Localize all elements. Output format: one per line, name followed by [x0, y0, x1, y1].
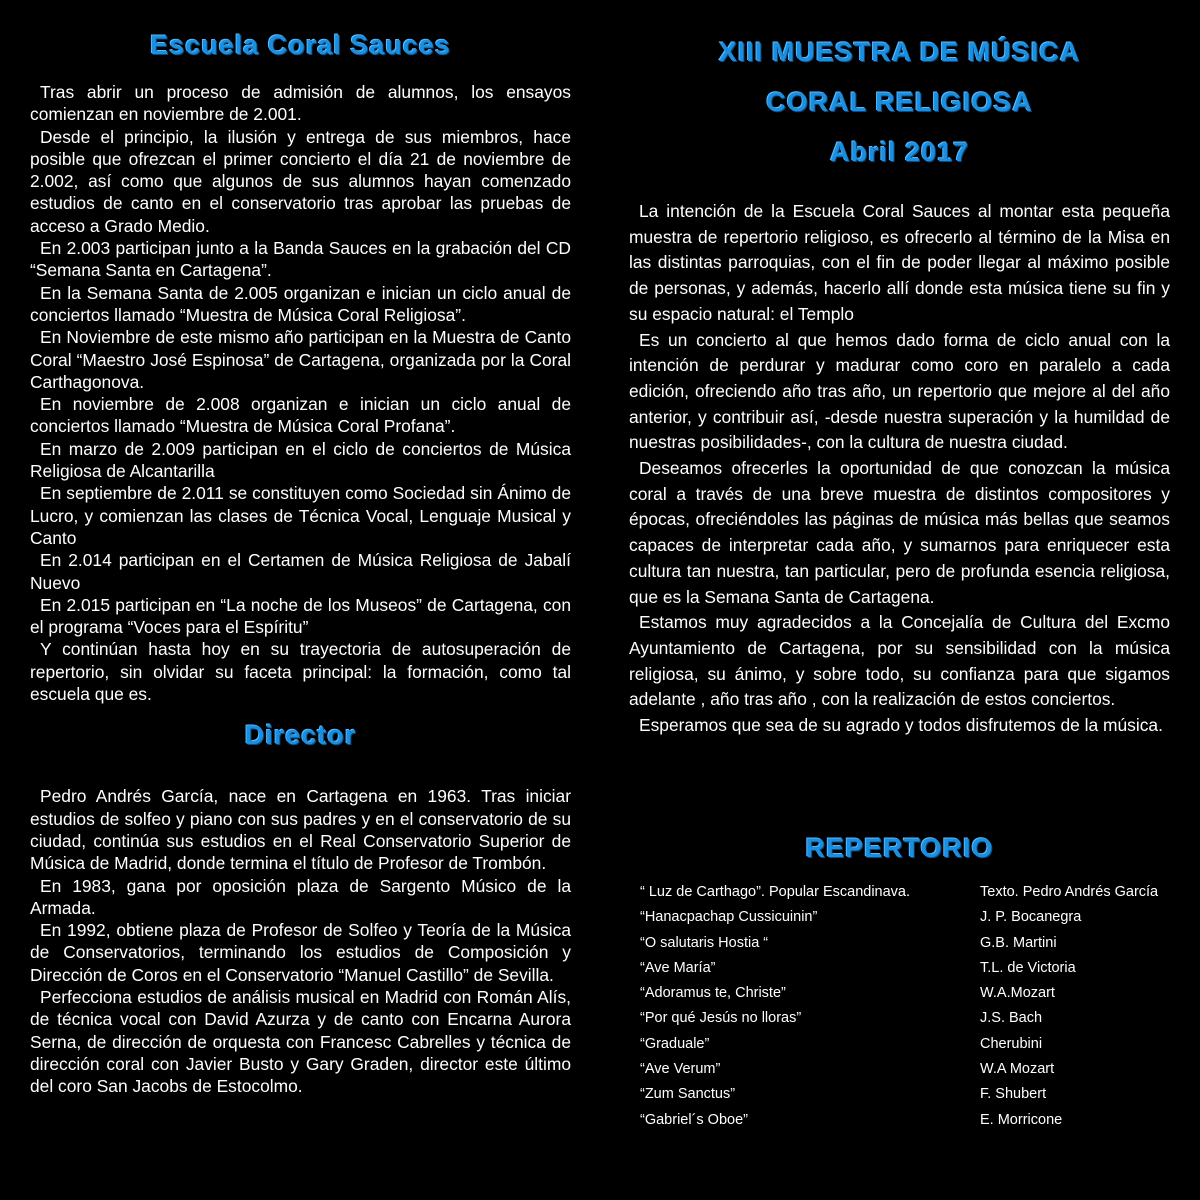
bio-paragraph: Perfecciona estudios de análisis musical en Madrid con Román Alís, de técnica vocal con David Azurza y de canto con Encarna Aurora Serna, de dirección de orquesta con Francesc Cabrelles y técnica de dirección coral con Javier Busto y Gary Graden, director este último del coro San Jacobs de Estocolmo. — [30, 986, 571, 1097]
piece-author: J.S. Bach — [980, 1010, 1043, 1027]
list-item — [640, 1057, 1180, 1082]
list-item — [640, 981, 1180, 1006]
piece-author: F. Shubert — [980, 1086, 1047, 1103]
history-paragraph: En 2.014 participan en el Certamen de Música Religiosa de Jabalí Nuevo — [30, 550, 571, 593]
list-item — [640, 905, 1180, 930]
bio-paragraph: En 1992, obtiene plaza de Profesor de Solfeo y Teoría de la Música de Conservatorios, terminando los estudios de Composición y Dirección de Coros en el Conservatorio “Manuel Castillo” de Sevilla. — [30, 920, 571, 985]
presentation-paragraph: La intención de la Escuela Coral Sauces al montar esta pequeña muestra de repertorio religioso, es ofrecerlo al término de la Misa en las distintas parroquias, con el fin de poder llegar al máximo posible de personas, y además, hacerlo allí donde esta música tiene su fin y su espacio natural: el Templo — [629, 201, 1170, 324]
piece-title: “Gabriel´s Oboe” — [640, 1111, 748, 1128]
presentation-paragraph: Estamos muy agradecidos a la Concejalía de Cultura del Excmo Ayuntamiento de Cartagena, por su sensibilidad con la música religiosa, su ánimo, y sobre todo, su confianza para que sigamos adelante , año tras año , con la realización de estos conciertos. — [629, 612, 1170, 710]
piece-title: “Ave María” — [640, 959, 716, 976]
list-item — [640, 956, 1180, 981]
list-item — [640, 1032, 1180, 1057]
left-column — [30, 0, 571, 1097]
history-paragraph: En la Semana Santa de 2.005 organizan e inician un ciclo anual de conciertos llamado “Muestra de Música Coral Religiosa”. — [30, 282, 571, 325]
piece-title: “Graduale” — [640, 1035, 710, 1052]
piece-title: “O salutaris Hostia “ — [640, 934, 769, 951]
presentation-paragraph: Esperamos que sea de su agrado y todos disfrutemos de la música. — [639, 715, 1163, 736]
history-paragraph: Y continúan hasta hoy en su trayectoria de autosuperación de repertorio, sin olvidar su faceta principal: la formación, como tal escuela que es. — [30, 639, 571, 705]
history-paragraph: En noviembre de 2.008 organizan e inician un ciclo anual de conciertos llamado “Muestra de Música Coral Profana”. — [30, 394, 571, 437]
right-column — [629, 0, 1170, 739]
piece-author: J. P. Bocanegra — [980, 909, 1082, 926]
history-paragraph: En Noviembre de este mismo año participan en la Muestra de Canto Coral “Maestro José Espinosa” de Cartagena, organizada por la Coral Carthagonova. — [30, 327, 571, 392]
director-title: Director — [244, 720, 357, 751]
history-paragraph: En 2.003 participan junto a la Banda Sauces en la grabación del CD “Semana Santa en Cartagena”. — [30, 238, 571, 281]
piece-author: G.B. Martini — [980, 934, 1057, 951]
piece-title: “Adoramus te, Christe” — [640, 985, 786, 1002]
history-paragraph: En septiembre de 2.011 se constituyen como Sociedad sin Ánimo de Lucro, y comienzan las clases de Técnica Vocal, Lenguaje Musical y Canto — [30, 483, 571, 548]
history-paragraph: Desde el principio, la ilusión y entrega de sus miembros, hace posible que ofrezcan el primer concierto el día 21 de noviembre de 2.002, así como que algunos de sus alumnos hayan comenzado estudios de canto en el conservatorio tras aprobar las pruebas de acceso a Grado Medio. — [30, 126, 571, 236]
list-item — [640, 931, 1180, 956]
event-title-line2: CORAL RELIGIOSA — [766, 87, 1033, 117]
history-paragraph: En 2.015 participan en “La noche de los Museos” de Cartagena, con el programa “Voces para el Espíritu” — [30, 594, 571, 638]
school-title: Escuela Coral Sauces — [150, 30, 451, 60]
presentation-paragraph: Es un concierto al que hemos dado forma de ciclo anual con la intención de perdurar y madurar como coro en paralelo a cada edición, ofreciendo año tras año, un repertorio que mejore al del año anterior, y contribuir así, -desde nuestra superación y la humildad de nuestras posibilidades-, con la cultura de nuestra ciudad. — [629, 329, 1170, 453]
piece-title: “Ave Verum” — [640, 1061, 721, 1078]
piece-author: W.A.Mozart — [980, 985, 1055, 1002]
piece-author: E. Morricone — [980, 1111, 1063, 1128]
school-history — [30, 81, 571, 705]
piece-title: “Hanacpachap Cussicuinin” — [640, 909, 818, 926]
presentation-paragraph: Deseamos ofrecerles la oportunidad de que conozcan la música coral a través de una breve muestra de distintos compositores y épocas, ofreciéndoles las páginas de música más bellas que seamos capaces de interpretar cada año, y sumarnos para enriquecer esta cultura tan nuestra, tan particular, pero de profunda esencia religiosa, que es la Semana Santa de Cartagena. — [629, 458, 1170, 607]
list-item — [640, 1108, 1180, 1133]
piece-author: W.A Mozart — [980, 1061, 1055, 1078]
list-item — [640, 1006, 1180, 1031]
event-date: Abril 2017 — [829, 137, 970, 167]
piece-author: Cherubini — [980, 1035, 1043, 1052]
history-paragraph: Tras abrir un proceso de admisión de alumnos, los ensayos comienzan en noviembre de 2.001. — [30, 82, 571, 125]
bio-paragraph: Pedro Andrés García, nace en Cartagena en 1963. Tras iniciar estudios de solfeo y piano con sus padres y en el conservatorio de su ciudad, continúa sus estudios en el Real Conservatorio Superior de Música de Madrid, donde termina el título de Profesor de Trombón. — [30, 786, 571, 874]
event-title-line1: XIII MUESTRA DE MÚSICA — [718, 37, 1081, 67]
piece-author: T.L. de Victoria — [980, 959, 1076, 976]
presentation-text — [629, 199, 1170, 739]
piece-title: “Por qué Jesús no lloras” — [640, 1010, 802, 1027]
bio-paragraph: En 1983, gana por oposición plaza de Sargento Músico de la Armada. — [30, 875, 571, 918]
history-paragraph: En marzo de 2.009 participan en el ciclo de conciertos de Música Religiosa de Alcantarilla — [30, 438, 571, 482]
event-title — [629, 27, 1170, 177]
piece-author: Texto. Pedro Andrés García — [980, 884, 1159, 900]
repertorio-list — [640, 880, 1180, 1133]
repertorio-title: REPERTORIO — [805, 833, 994, 863]
list-item — [640, 1082, 1180, 1107]
piece-title: “ Luz de Carthago”. Popular Escandinava. — [640, 884, 911, 900]
list-item — [640, 880, 1180, 905]
piece-title: “Zum Sanctus” — [640, 1086, 736, 1103]
director-bio — [30, 785, 571, 1097]
